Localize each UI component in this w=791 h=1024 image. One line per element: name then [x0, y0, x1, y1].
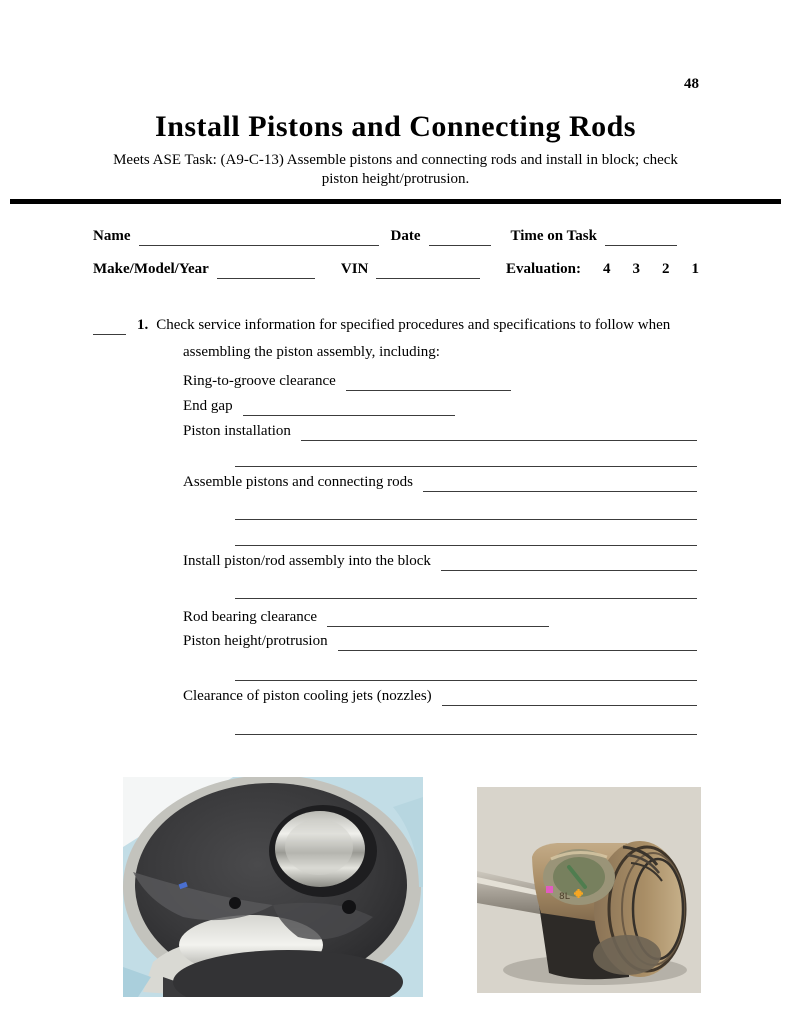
date-label: Date — [390, 228, 421, 244]
ase-task-subtitle-line2: piston height/protrusion. — [321, 171, 470, 187]
rod-bearing-line — [327, 612, 549, 627]
assemble-line — [423, 477, 697, 492]
ring-to-groove-label: Ring-to-groove clearance — [183, 373, 336, 389]
spec-row-piston-height — [183, 631, 697, 651]
assemble-label: Assemble pistons and connecting rods — [183, 474, 413, 490]
task-1-text-line1: Check service information for specified procedures and specifications to follow when — [156, 317, 671, 333]
ring-to-groove-line — [346, 376, 511, 391]
piston-underside-photo — [123, 777, 423, 997]
writing-line — [235, 734, 697, 735]
install-assembly-line — [441, 556, 697, 571]
name-field-line — [139, 231, 379, 246]
task-1-first-line — [93, 315, 697, 335]
piston-installation-label: Piston installation — [183, 423, 291, 439]
evaluation-value-2: 2 — [662, 261, 670, 277]
writing-line — [235, 680, 697, 681]
page-number: 48 — [684, 76, 699, 92]
page-title: Install Pistons and Connecting Rods — [155, 110, 636, 143]
end-gap-label: End gap — [183, 398, 233, 414]
evaluation-value-4: 4 — [603, 261, 611, 277]
spec-row-ring-to-groove — [183, 371, 697, 391]
task-1-number: 1. — [137, 317, 149, 333]
vin-field-line — [376, 264, 480, 279]
ase-task-subtitle — [85, 151, 706, 189]
spec-row-assemble — [183, 472, 697, 492]
ase-task-subtitle-line1: Meets ASE Task: (A9-C-13) Assemble pistons and connecting rods and install in block; check — [113, 152, 678, 168]
evaluation-label: Evaluation: — [505, 261, 581, 277]
form-row-2 — [93, 260, 699, 279]
piston-underside-illustration — [123, 777, 423, 997]
name-label: Name — [93, 228, 131, 244]
time-on-task-label: Time on Task — [510, 228, 597, 244]
piston-height-label: Piston height/protrusion — [183, 633, 328, 649]
rod-bearing-label: Rod bearing clearance — [183, 609, 318, 625]
spec-row-rod-bearing — [183, 607, 697, 627]
header-form — [93, 227, 699, 279]
svg-text:8L: 8L — [559, 892, 570, 902]
time-on-task-field-line — [605, 231, 677, 246]
form-row-1 — [93, 227, 699, 246]
install-assembly-label: Install piston/rod assembly into the block — [183, 553, 431, 569]
evaluation-value-3: 3 — [632, 261, 640, 277]
writing-line — [235, 598, 697, 599]
spec-row-cooling-jets — [183, 686, 697, 706]
task-1-text-line2: assembling the piston assembly, including: — [183, 344, 440, 360]
writing-line — [235, 519, 697, 520]
spec-row-piston-installation — [183, 421, 697, 441]
task-1-checkoff-line — [93, 320, 126, 335]
divider-rule — [10, 199, 781, 204]
piston-side-illustration — [477, 787, 701, 993]
end-gap-line — [243, 401, 455, 416]
cooling-jets-label: Clearance of piston cooling jets (nozzles) — [183, 688, 432, 704]
piston-side-photo — [477, 787, 701, 993]
cooling-jets-line — [442, 691, 697, 706]
spec-row-end-gap — [183, 396, 697, 416]
spec-row-install-assembly — [183, 551, 697, 571]
piston-height-line — [338, 636, 697, 651]
make-model-year-label: Make/Model/Year — [93, 261, 209, 277]
piston-installation-line — [301, 426, 697, 441]
writing-line — [235, 466, 697, 467]
task-item-1 — [93, 315, 697, 735]
writing-line — [235, 545, 697, 546]
date-field-line — [429, 231, 491, 246]
vin-label: VIN — [340, 261, 369, 277]
make-model-year-field-line — [217, 264, 315, 279]
evaluation-value-1: 1 — [691, 261, 699, 277]
